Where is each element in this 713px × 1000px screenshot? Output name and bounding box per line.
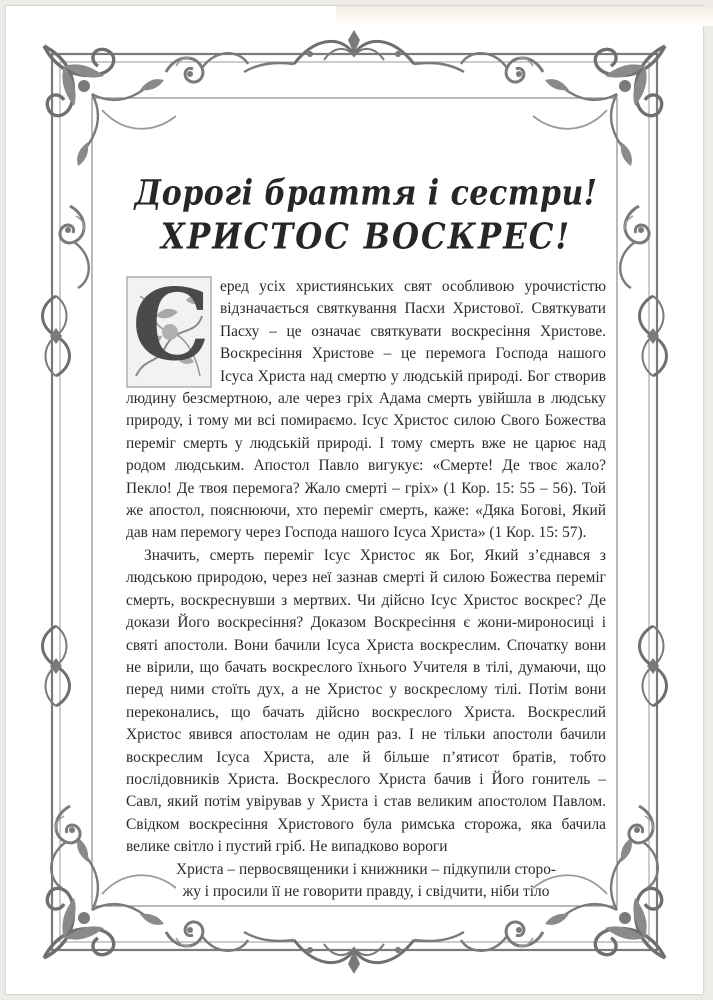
article-body (126, 268, 606, 903)
page-title: Дорогі браття і сестри! (134, 173, 598, 214)
heading (126, 174, 606, 258)
tail-line: жу і просили її не говорити правду, і свідчити, ніби тіло (182, 882, 550, 900)
drop-cap-letter: С (132, 268, 210, 383)
paragraph-text: Значить, смерть переміг Ісус Христос як Бог, Який з’єднався з людською природою, через неї зазнав смерті й силою Божества переміг смерть, воскреснувши з мертвих. Чи дійсно Ісус Христос воскрес? Де докази Його воскресіння? Доказом Воскресіння є жони-мироносиці і святі апостоли. Вони бачили Ісуса Христа воскреслим. Спочатку вони не вірили, що бачать воскреслого їхнього Учителя в тілі, думаючи, що перед ними стоїть дух, а не Христос у воскреслому тілі. Потім вони переконались, що бачать дійсно воскреслого Христа. Воскреслий Христос явився апостолам не один раз. І не тільки апостоли бачили воскреслим Ісуса Христа, але й більше п’ятисот братів, тобто послідовників Христа. Воскреслого Христа бачив і Його гонитель – Савл, який потім увірував у Христа і став великим апостолом Павлом. Свідком воскресіння Христового була римська сторожа, яка бачила велике світло і пустий гріб. Не випадково вороги (126, 546, 606, 856)
drop-cap (126, 268, 212, 388)
tail-line: Христа – первосвященики і книжники – підкупили сторо- (175, 860, 557, 878)
document-page (6, 6, 703, 994)
page-subtitle: ХРИСТОС ВОСКРЕС! (160, 216, 572, 258)
paragraph (126, 268, 606, 545)
paragraph-text: еред усіх християнських свят особливою урочистістю відзначається святкування Пасхи Христової. Святкувати Пасху – це означає святкувати воскресіння Христове. Воскресіння Христове – це перемога Господа нашого Ісуса Христа над смертю у людській природі. Бог створив людину безсмертною, але через гріх Адама смерть увійшла в людську природу, і тому ми всі помираємо. Ісус Христос силою Свого Божества переміг смерть у людській природі. І тому смерть вже не царює над родом людським. Апостол Павло вигукує: «Смерте! Де твоє жало? Пекло! Де твоя перемога? Жало смерті – гріх» (1 Кор. 15: 55 – 56). Той же апостол, пояснюючи, хто переміг смерть, каже: «Дяка Богові, Який дав нам перемогу через Господа нашого Ісуса Христа» (1 Кор. 15: 57). (126, 278, 606, 542)
paragraph (126, 545, 606, 859)
